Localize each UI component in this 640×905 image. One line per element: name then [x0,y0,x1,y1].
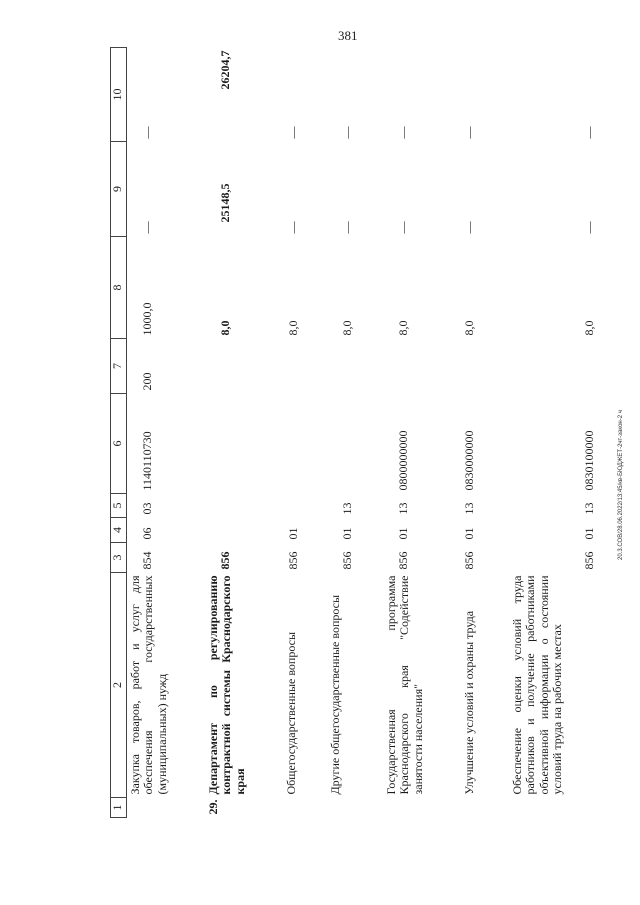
table-row [205,48,273,818]
table-header-row [111,48,127,818]
cell-value-8: 8,0 [396,320,410,336]
cell-code-5: 03 [140,502,154,515]
row-number [127,798,206,818]
budget-table [110,47,640,818]
row-description: Общегосударственные вопросы [284,631,298,795]
column-header: 7 [111,339,127,394]
cell-code-7 [205,339,273,394]
cell-code-4: 01 [286,527,300,540]
row-description: Улучшение условий и охраны труда [462,610,476,795]
column-header: 4 [111,518,127,543]
column-header: 3 [111,543,127,573]
cell-code-7 [273,339,327,394]
page-number: 381 [338,28,358,43]
column-header: 5 [111,494,127,518]
cell-value-9: — [462,221,476,234]
cell-code-5 [273,494,327,518]
cell-code-7 [503,339,640,394]
cell-code-7 [455,339,503,394]
row-description: Другие общегосударственные вопросы [328,594,342,795]
cell-code-3: 856 [218,551,232,570]
table-row [127,48,206,818]
cell-code-6 [273,394,327,494]
cell-code-4: 06 [140,527,154,540]
cell-code-3: 856 [286,551,300,570]
row-number [273,798,327,818]
cell-value-9: 25148,5 [218,183,232,223]
cell-code-6: 1140110730 [140,431,154,491]
cell-code-3: 856 [396,551,410,570]
cell-value-8: 8,0 [286,320,300,336]
cell-code-5: 13 [340,502,354,515]
cell-value-8: 8,0 [582,320,596,336]
cell-code-6 [205,394,273,494]
row-description: Департамент по регулированию контрактной системы Краснодарского края [206,575,247,795]
column-header: 6 [111,394,127,494]
cell-value-9: — [396,221,410,234]
table-row [503,48,640,818]
cell-value-8: 1000,0 [140,302,154,336]
cell-value-9: — [140,221,154,234]
cell-value-10: — [340,126,354,139]
cell-code-7 [383,339,455,394]
cell-value-10: — [462,126,476,139]
cell-value-9: — [340,221,354,234]
cell-code-3: 856 [340,551,354,570]
cell-code-3: 856 [462,551,476,570]
cell-value-8: 8,0 [340,320,354,336]
table-row [455,48,503,818]
cell-code-3: 856 [582,551,596,570]
column-header: 2 [111,573,127,798]
cell-code-6: 0800000000 [396,430,410,491]
cell-code-4: 01 [340,527,354,540]
cell-value-10: 26204,7 [218,50,232,90]
row-number [383,798,455,818]
column-header: 10 [111,48,127,142]
column-header: 9 [111,142,127,237]
column-header: 8 [111,237,127,339]
cell-value-9: — [582,221,596,234]
cell-code-5 [205,494,273,518]
cell-value-8: 8,0 [462,320,476,336]
cell-code-7: 200 [140,372,154,391]
table-row [383,48,455,818]
table-row [327,48,383,818]
cell-value-9: — [286,221,300,234]
cell-code-5: 13 [462,502,476,515]
cell-value-10: — [396,126,410,139]
cell-value-8: 8,0 [218,320,232,336]
cell-code-6: 0830100000 [582,430,596,491]
row-number [327,798,383,818]
side-note-text: 20.3.СОВ/28.06.2022/13:45/кв-БЮДЖЕТ-2чт-закон-2 ч [618,410,624,560]
cell-code-4: 01 [462,527,476,540]
row-description: Закупка товаров, работ и услуг для обеспечения государственных (муниципальных) нужд [128,575,169,795]
column-header: 1 [111,798,127,818]
cell-value-10: — [286,126,300,139]
row-description: Государственная программа Краснодарского края "Содействие занятости населения" [384,575,425,795]
row-number [455,798,503,818]
cell-code-3: 854 [140,551,154,570]
cell-code-4: 01 [582,527,596,540]
rotated-table-container [110,48,596,818]
cell-code-5: 13 [582,502,596,515]
cell-value-10: — [582,126,596,139]
cell-code-6: 0830000000 [462,430,476,491]
row-number: 29. [206,799,220,815]
cell-code-7 [327,339,383,394]
cell-value-10: — [140,126,154,139]
table-row [273,48,327,818]
row-number [503,798,640,818]
cell-code-6 [327,394,383,494]
cell-code-5: 13 [396,502,410,515]
cell-code-4 [205,518,273,543]
cell-code-4: 01 [396,527,410,540]
row-description: Обеспечение оценки условий труда работников и получение работниками объективной информации о состоянии условий труда на рабочих местах [510,575,565,795]
